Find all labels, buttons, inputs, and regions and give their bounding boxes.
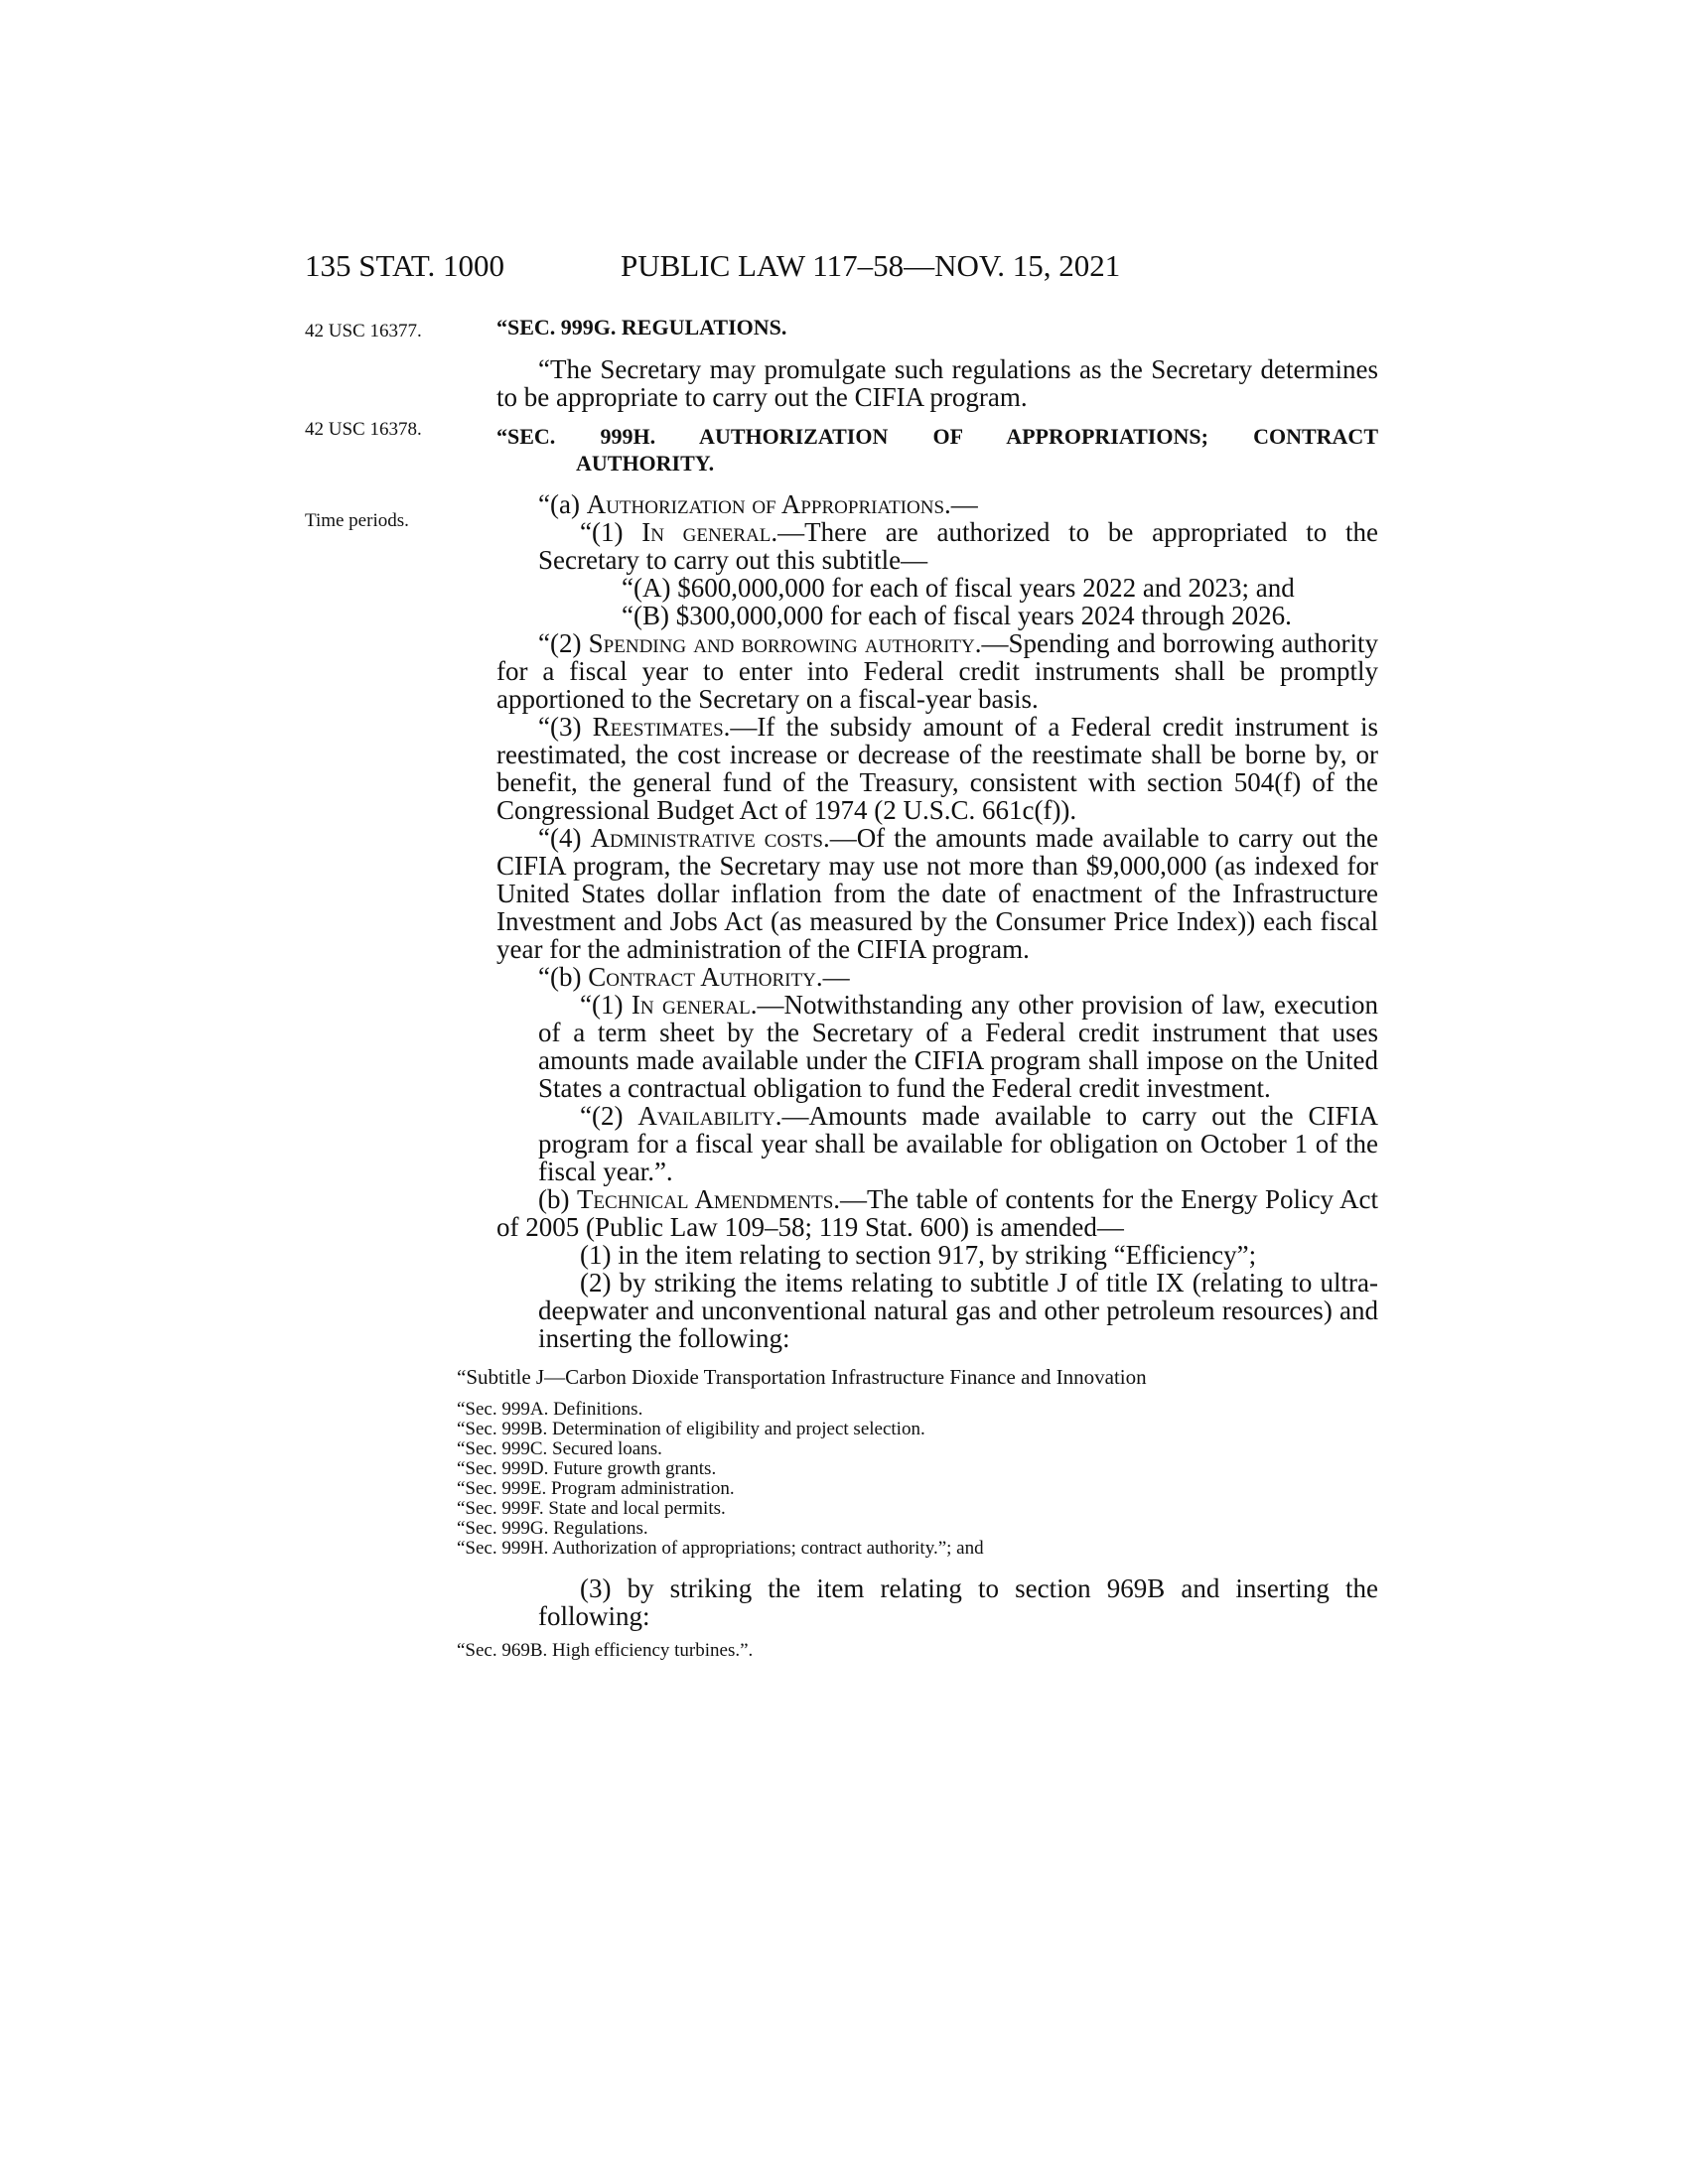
paragraph-a2	[496, 629, 1378, 713]
toc-list	[457, 1400, 1378, 1559]
toc-item-969b: “Sec. 969B. High efficiency turbines.”.	[457, 1640, 754, 1661]
paragraph-b1-title: In general	[631, 990, 751, 1020]
paragraph-a1	[496, 518, 1378, 574]
subsection-a-title: Authorization of Appropriations	[586, 489, 945, 519]
subsection-b-label: “(b)	[538, 962, 589, 992]
section-999h-heading: “SEC. 999H. AUTHORIZATION OF APPROPRIATIONS; CONTRACT	[496, 424, 1378, 449]
toc-item: “Sec. 999B. Determination of eligibility and project selection.	[457, 1419, 925, 1439]
section-999h-heading-continued: AUTHORITY.	[576, 451, 715, 476]
toc-subtitle-j-heading: “Subtitle J—Carbon Dioxide Transportation Infrastructure Finance and Innovation	[457, 1365, 1147, 1389]
paragraph-a4	[496, 824, 1378, 963]
paragraph-a1-text: .—There are authorized to be appropriated to the Secretary to carry out this subtitle—	[538, 517, 1379, 575]
page-header	[0, 246, 1688, 286]
paragraph-b1-text: .—Notwithstanding any other provision of law, execution of a term sheet by the Secretary of a Federal credit instrument that uses amounts made available under the CIFIA program shall impose on the United States a contractual obligation to fund the Federal credit investment.	[538, 990, 1378, 1103]
margin-note-time-periods: Time periods.	[305, 510, 409, 531]
subsection-a-label: “(a)	[538, 489, 587, 519]
subsection-b-heading	[496, 963, 1378, 991]
paragraph-b2-label: “(2)	[580, 1101, 638, 1131]
main-text	[457, 314, 1379, 1662]
subparagraph-a1a: “(A) $600,000,000 for each of fiscal years 2022 and 2023; and	[622, 573, 1295, 603]
amendment-item-2: (2) by striking the items relating to subtitle J of title IX (relating to ultra-deepwater and unconventional natural gas and other petroleum resources) and inserting the following:	[538, 1268, 1378, 1353]
technical-amendments-text: .—The table of contents for the Energy Policy Act of 2005 (Public Law 109–58; 119 Stat. 600) is amended—	[496, 1184, 1378, 1242]
toc-item: “Sec. 999A. Definitions.	[457, 1399, 643, 1420]
paragraph-a3-label: “(3)	[538, 712, 593, 742]
paragraph-a3	[496, 713, 1378, 824]
paragraph-a2-title: Spending and borrowing authority	[588, 628, 975, 658]
paragraph-a1-title: In general	[641, 517, 772, 547]
technical-amendments-label: (b)	[538, 1184, 577, 1214]
paragraph-a3-title: Reestimates	[592, 712, 724, 742]
paragraph-a4-text: .—Of the amounts made available to carry out the CIFIA program, the Secretary may use not more than $9,000,000 (as indexed for United States dollar inflation from the date of enactment of the Infrastructure Investment and Jobs Act (as measured by the Consumer Price Index)) each fiscal year for the administration of the CIFIA program.	[496, 823, 1378, 964]
paragraph-a1-label: “(1)	[580, 517, 642, 547]
public-law-reference: PUBLIC LAW 117–58—NOV. 15, 2021	[621, 248, 1121, 283]
margin-note-usc-16377: 42 USC 16377.	[305, 321, 422, 341]
subsection-b-dash: .—	[815, 962, 850, 992]
paragraph-b2-text: .—Amounts made available to carry out the CIFIA program for a fiscal year shall be available for obligation on October 1 of the fiscal year.”.	[538, 1101, 1378, 1186]
paragraph-a4-title: Administrative costs	[590, 823, 823, 853]
paragraph-b1	[496, 991, 1378, 1102]
toc-item: “Sec. 999D. Future growth grants.	[457, 1458, 717, 1479]
toc-item: “Sec. 999G. Regulations.	[457, 1518, 648, 1539]
paragraph-a3-text: .—If the subsidy amount of a Federal credit instrument is reestimated, the cost increase or decrease of the reestimate shall be borne by, or benefit, the general fund of the Treasury, consistent with section 504(f) of the Congressional Budget Act of 1974 (2 U.S.C. 661c(f)).	[496, 712, 1378, 825]
technical-amendments-title: Technical Amendments	[576, 1184, 834, 1214]
paragraph-b2	[496, 1102, 1378, 1185]
toc-item: “Sec. 999F. State and local permits.	[457, 1498, 726, 1519]
stat-page-reference: 135 STAT. 1000	[305, 248, 505, 283]
paragraph-b1-label: “(1)	[580, 990, 632, 1020]
section-999g-text: “The Secretary may promulgate such regulations as the Secretary determines to be appropriate to carry out the CIFIA program.	[496, 354, 1378, 412]
toc-item: “Sec. 999E. Program administration.	[457, 1478, 735, 1499]
paragraph-b2-title: Availability	[637, 1101, 775, 1131]
technical-amendments	[496, 1185, 1378, 1241]
toc-item: “Sec. 999H. Authorization of appropriations; contract authority.”; and	[457, 1538, 984, 1559]
toc-item: “Sec. 999C. Secured loans.	[457, 1438, 662, 1459]
subsection-b-title: Contract Authority	[588, 962, 816, 992]
margin-note-usc-16378: 42 USC 16378.	[305, 419, 422, 440]
subsection-a-dash: .—	[944, 489, 978, 519]
paragraph-a4-label: “(4)	[538, 823, 591, 853]
paragraph-a2-text: .—Spending and borrowing authority for a fiscal year to enter into Federal credit instruments shall be promptly apportioned to the Secretary on a fiscal-year basis.	[496, 628, 1379, 714]
subparagraph-a1b: “(B) $300,000,000 for each of fiscal years 2024 through 2026.	[622, 601, 1292, 630]
section-999g-heading: “SEC. 999G. REGULATIONS.	[496, 315, 787, 340]
amendment-item-3: (3) by striking the item relating to section 969B and inserting the following:	[538, 1573, 1378, 1631]
amendment-item-1: (1) in the item relating to section 917, by striking “Efficiency”;	[580, 1240, 1257, 1270]
subsection-a-heading	[496, 490, 1378, 518]
paragraph-a2-label: “(2)	[538, 628, 589, 658]
